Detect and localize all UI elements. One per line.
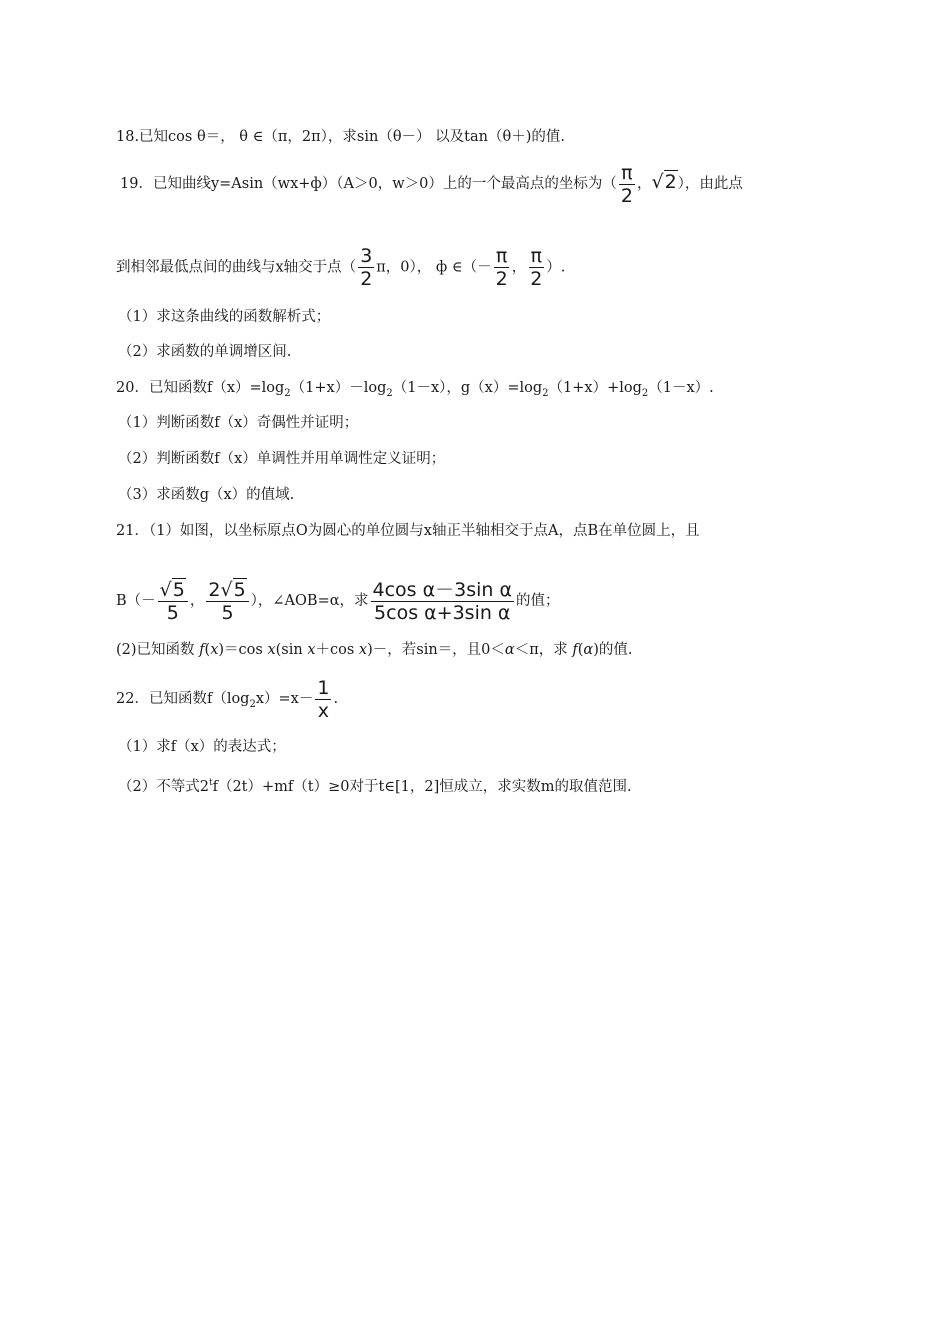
three-over-2-fraction: $\frac{3}{2}$ <box>360 245 373 290</box>
sqrt5-over-5-fraction: $\frac{√5}{5}$ <box>158 579 188 624</box>
sqrt-2: √2 <box>651 171 677 193</box>
question-20-part1: （1）判断函数f（x）奇偶性并证明； <box>118 415 359 431</box>
question-20-part3: （3）求函数g（x）的值域. <box>118 487 295 503</box>
question-21-line2: B（－ $\frac{√5}{5}$ ， $\frac{2√5}{5}$ ），∠AOB=α，求 $\frac{\text{4cos α－3sin α}}{\text{5cos α+3sin α}}$ 的值； <box>116 578 560 624</box>
question-22: 22．已知函数$f(\log_2x)=x-$ $\frac{1}{x}$ . <box>116 676 339 722</box>
pi-over-2-fraction: $\frac{\pi}{2}$ <box>495 245 508 290</box>
question-22-part2: （2）不等式$2^tf(2t)+mf(t)\ge 0$对于t∈[1，2]恒成立，求实数m的取值范围. <box>118 778 632 795</box>
question-20-part2: （2）判断函数f（x）单调性并用单调性定义证明； <box>118 451 446 467</box>
question-22-part1: （1）求f（x）的表达式； <box>118 739 286 755</box>
pi-over-2-fraction: $\frac{\pi}{2}$ <box>620 161 633 207</box>
question-21-part2: (2)已知函数 f(x)＝cos x(sin x＋cos x)－，若sin＝，且0＜α＜π，求 f(α)的值. <box>116 642 633 658</box>
question-20: 20．已知函数$f(x)=\log_2(1+x)-\log_2(1-x)$，$g(x)=\log_2(1+x)+\log_2(1-x)$. <box>116 380 714 399</box>
2sqrt5-over-5-fraction: $\frac{2√5}{5}$ <box>206 579 248 624</box>
question-19-part2: （2）求函数的单调增区间. <box>118 344 292 360</box>
one-over-x-fraction: $\frac{1}{x}$ <box>317 676 330 722</box>
question-18: 18.已知cos θ＝， θ ∈（π，2π），求sin（θ－） 以及tan（θ＋)的值. <box>116 129 565 145</box>
question-21-line1: 21．（1）如图，以坐标原点O为圆心的单位圆与x轴正半轴相交于点A，点B在单位圆上，且 <box>116 523 700 539</box>
question-19-line2: 到相邻最低点间的曲线与x轴交于点（ $\frac{3}{2}$ π，0）， ф ∈（－ $\frac{\pi}{2}$ ， $\frac{\pi}{2}$ ）. <box>116 245 566 290</box>
trig-ratio-fraction: $\frac{\text{4cos α－3sin α}}{\text{5cos α+3sin α}}$ <box>372 578 513 624</box>
question-19-line1: 19．已知曲线y=Asin（wx+ф）（A＞0，w＞0）上的一个最高点的坐标为（ $\frac{\pi}{2}$ ，√2），由此点 <box>120 161 743 207</box>
question-19-part1: （1）求这条曲线的函数解析式； <box>118 309 331 325</box>
pi-over-2-fraction: $\frac{\pi}{2}$ <box>530 245 543 290</box>
